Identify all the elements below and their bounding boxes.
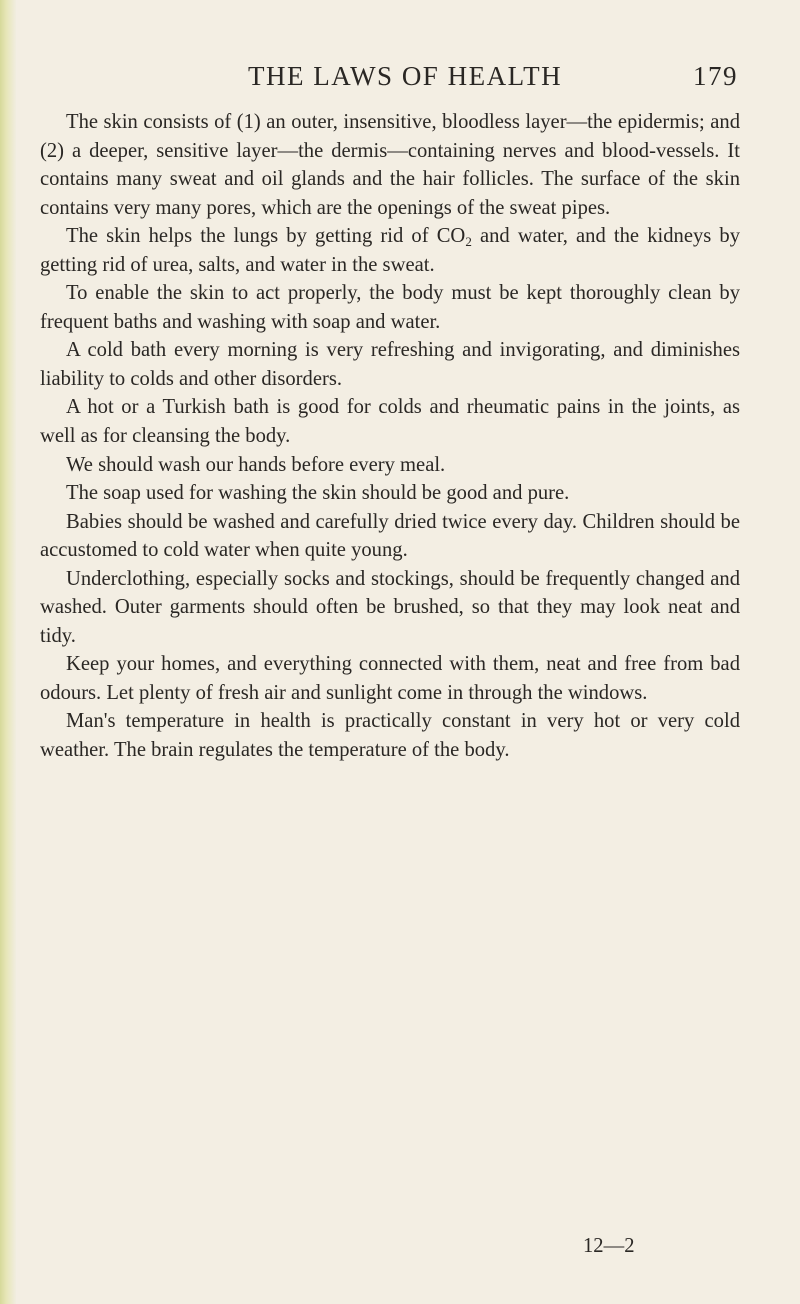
- paragraph-wash-hands: We should wash our hands before every meal.: [66, 453, 446, 476]
- signature-mark: 12—2: [583, 1235, 635, 1257]
- co2-subscript: 2: [465, 234, 472, 250]
- paragraph-skin-excretion-part2: and water, and the kidneys by getting rid of urea, salts, and water in the sweat.: [40, 225, 741, 276]
- paragraph-homes: Keep your homes, and everything connected with them, neat and free from bad odours. Let plenty of fresh air and sunlight come in through the windows.: [40, 653, 740, 704]
- paragraph-cleanliness: To enable the skin to act properly, the body must be kept thoroughly clean by frequent baths and washing with soap and water.: [40, 282, 740, 333]
- paragraph-hot-bath: A hot or a Turkish bath is good for colds and rheumatic pains in the joints, as well as for cleansing the body.: [40, 396, 740, 448]
- running-title: THE LAWS OF HEALTH: [248, 61, 563, 91]
- paragraph-cold-bath: A cold bath every morning is very refreshing and invigorating, and diminishes liability to colds and other disorders.: [40, 339, 740, 390]
- running-head: [248, 58, 738, 94]
- binding-edge: [0, 0, 16, 1304]
- paragraph-clothing: Underclothing, especially socks and stockings, should be frequently changed and washed. Outer garments should often be brushed, so that they may look neat and tidy.: [40, 567, 740, 647]
- page-number: 179: [693, 61, 738, 91]
- body-text: [40, 108, 740, 765]
- paragraph-skin-structure: The skin consists of (1) an outer, insensitive, bloodless layer—the epidermis; and (2) a deeper, sensitive layer—the dermis—containing nerves and blood-vessels. It contains many sweat and oil glands and the hair follicles. The surface of the skin contains very many pores, which are the openings of the sweat pipes.: [40, 111, 740, 219]
- paragraph-skin-excretion-part1: The skin helps the lungs by getting rid of CO: [66, 225, 466, 248]
- paragraph-soap: The soap used for washing the skin should be good and pure.: [66, 482, 570, 505]
- paragraph-skin-excretion: [40, 222, 740, 279]
- paragraph-babies: Babies should be washed and carefully dried twice every day. Children should be accustomed to cold water when quite young.: [40, 510, 740, 562]
- paragraph-temperature: Man's temperature in health is practically constant in very hot or very cold weather. The brain regulates the temperature of the body.: [40, 710, 740, 762]
